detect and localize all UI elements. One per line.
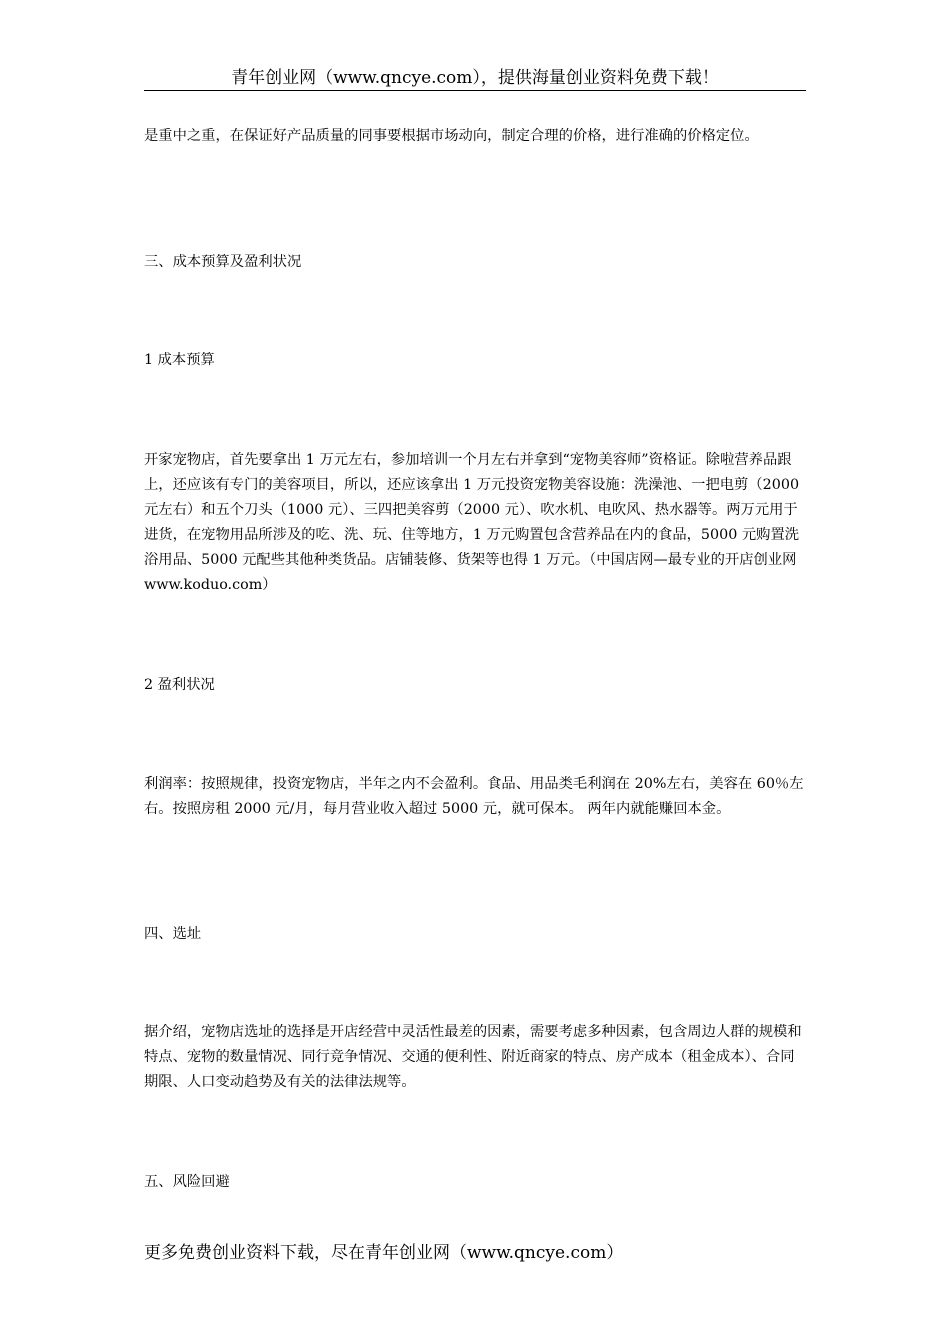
location-paragraph: 据介绍，宠物店选址的选择是开店经营中灵活性最差的因素，需要考虑多种因素，包含周边人群的规模和特点、宠物的数量情况、同行竞争情况、交通的便利性、附近商家的特点、房产成本（租金成本）、合同期限、人口变动趋势及有关的法律法规等。 bbox=[144, 1024, 802, 1090]
subsection-1-heading: 1 成本预算 bbox=[144, 352, 215, 368]
cost-budget-paragraph: 开家宠物店，首先要拿出 1 万元左右，参加培训一个月左右并拿到“宠物美容师”资格证。除啦营养品跟上，还应该有专门的美容项目，所以，还应该拿出 1 万元投资宠物美容设施：洗澡池、一把电剪（2000 元左右）和五个刀头（1000 元）、三四把美容剪（2000 元）、吹水机、电吹风、热水器等。两万元用于进货，在宠物用品所涉及的吃、洗、玩、住等地方，1 万元购置包含营养品在内的食品，5000 元购置洗浴用品、5000 元配些其他种类货品。店铺装修、货架等也得 1 万元。（中国店网—最专业的开店创业网 www.koduo.com） bbox=[144, 452, 800, 593]
section-4-heading: 四、选址 bbox=[144, 926, 202, 942]
subsection-2-heading: 2 盈利状况 bbox=[144, 677, 215, 693]
profit-paragraph: 利润率：按照规律，投资宠物店，半年之内不会盈利。食品、用品类毛利润在 20%左右，美容在 60％左右。按照房租 2000 元/月，每月营业收入超过 5000 元，就可保本。 两年内就能赚回本金。 bbox=[144, 776, 804, 817]
section-5-heading: 五、风险回避 bbox=[144, 1174, 230, 1190]
page-footer: 更多免费创业资料下载，尽在青年创业网（www.qncye.com） bbox=[144, 1243, 624, 1263]
section-3-heading: 三、成本预算及盈利状况 bbox=[144, 254, 302, 270]
intro-paragraph: 是重中之重，在保证好产品质量的同事要根据市场动向，制定合理的价格，进行准确的价格定位。 bbox=[144, 128, 759, 144]
page-header: 青年创业网（www.qncye.com），提供海量创业资料免费下载！ bbox=[144, 66, 806, 91]
